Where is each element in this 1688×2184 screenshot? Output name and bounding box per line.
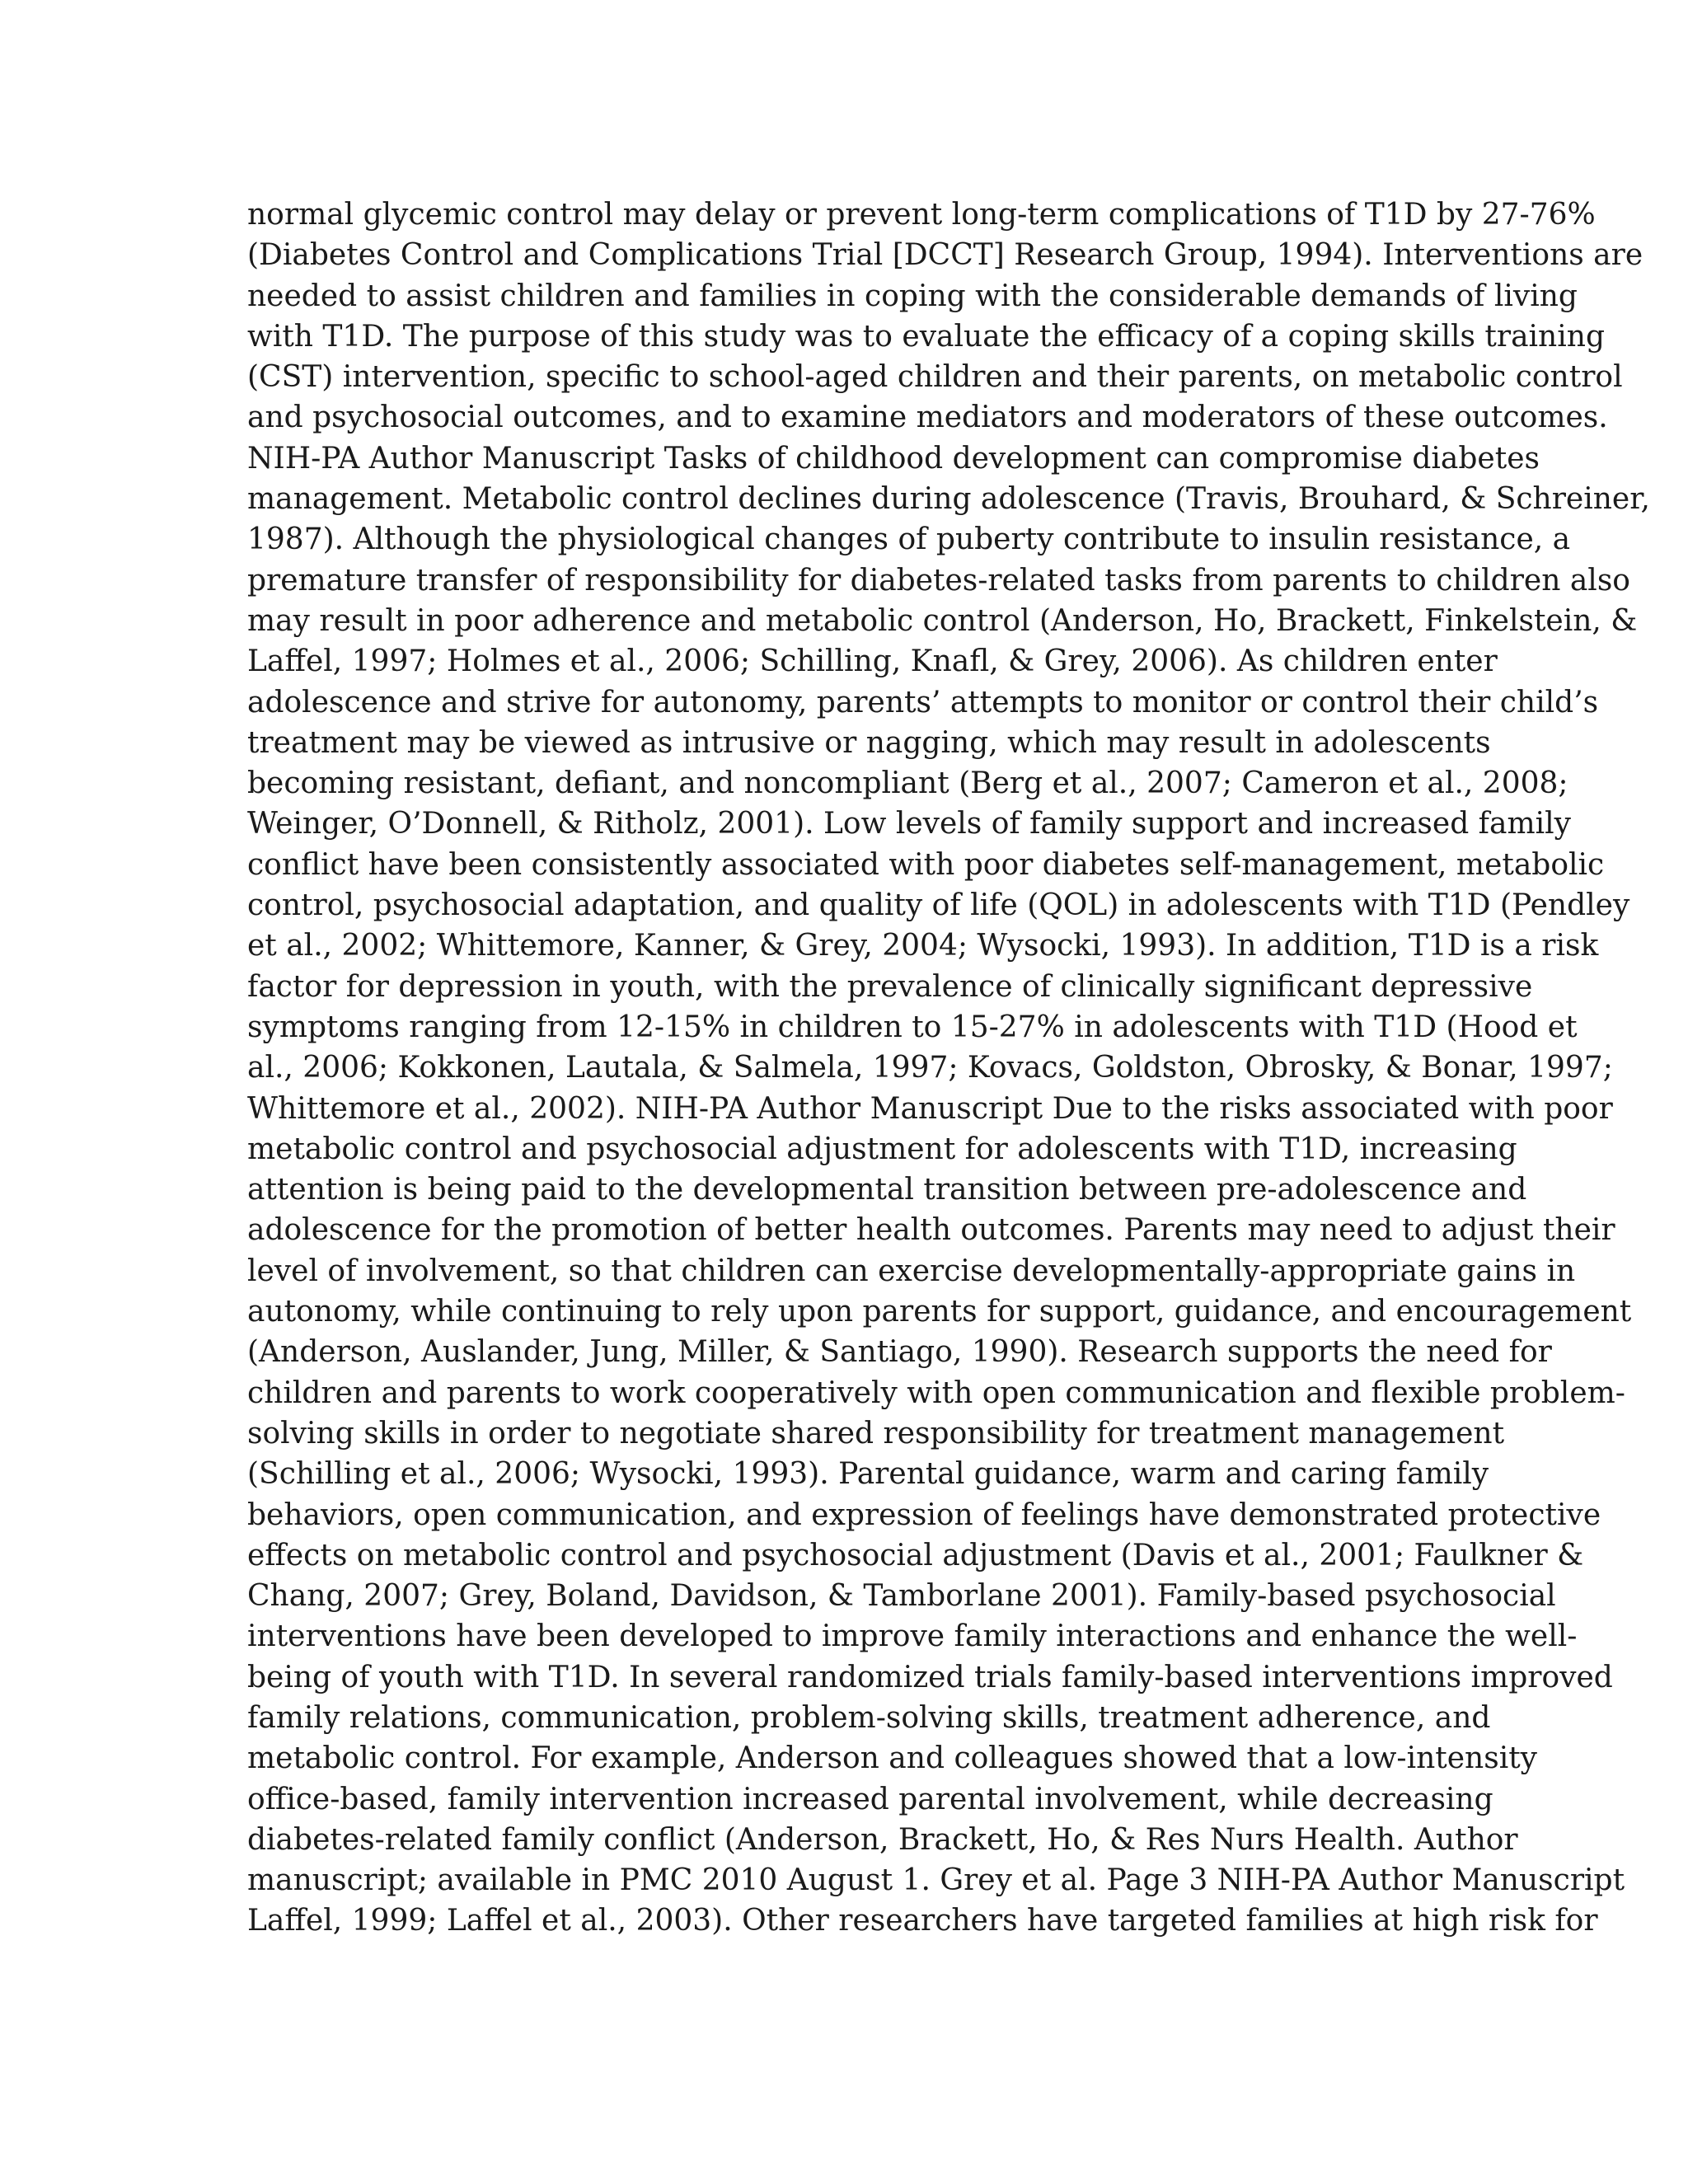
text-line: behaviors, open communication, and expression of feelings have demonstrated protective [247,1497,1601,1532]
text-line: premature transfer of responsibility for diabetes-related tasks from parents to children also [247,563,1630,598]
text-line: Weinger, O’Donnell, & Ritholz, 2001). Low levels of family support and increased family [247,807,1571,841]
text-line: children and parents to work cooperatively with open communication and flexible problem- [247,1376,1625,1410]
text-line: (CST) intervention, specific to school-aged children and their parents, on metabolic control [247,360,1623,395]
text-line: becoming resistant, defiant, and noncompliant (Berg et al., 2007; Cameron et al., 2008; [247,766,1568,801]
text-line: Laffel, 1999; Laffel et al., 2003). Other researchers have targeted families at high risk for [247,1904,1598,1938]
body-text [247,194,1650,1942]
text-line: metabolic control. For example, Anderson and colleagues showed that a low-intensity [247,1741,1538,1776]
text-line: normal glycemic control may delay or prevent long-term complications of T1D by 27-76% [247,198,1596,232]
text-line: may result in poor adherence and metabolic control (Anderson, Ho, Brackett, Finkelstein, & [247,603,1638,638]
text-line: Chang, 2007; Grey, Boland, Davidson, & Tamborlane 2001). Family-based psychosocial [247,1579,1556,1614]
text-line: office-based, family intervention increased parental involvement, while decreasing [247,1782,1493,1816]
text-line: attention is being paid to the developmental transition between pre-adolescence and [247,1173,1527,1207]
text-line: Whittemore et al., 2002). NIH-PA Author Manuscript Due to the risks associated with poor [247,1091,1613,1126]
text-line: et al., 2002; Whittemore, Kanner, & Grey, 2004; Wysocki, 1993). In addition, T1D is a risk [247,929,1599,963]
text-line: NIH-PA Author Manuscript Tasks of childhood development can compromise diabetes [247,441,1540,476]
text-line: metabolic control and psychosocial adjustment for adolescents with T1D, increasing [247,1132,1517,1166]
text-line: solving skills in order to negotiate shared responsibility for treatment management [247,1416,1505,1451]
text-line: effects on metabolic control and psychosocial adjustment (Davis et al., 2001; Faulkner & [247,1538,1584,1572]
text-line: with T1D. The purpose of this study was to evaluate the efficacy of a coping skills training [247,319,1605,354]
text-line: manuscript; available in PMC 2010 August 1. Grey et al. Page 3 NIH-PA Author Manuscript [247,1863,1625,1898]
text-line: control, psychosocial adaptation, and quality of life (QOL) in adolescents with T1D (Pendley [247,888,1630,923]
text-line: level of involvement, so that children can exercise developmentally-appropriate gains in [247,1254,1576,1288]
text-line: treatment may be viewed as intrusive or nagging, which may result in adolescents [247,725,1491,760]
text-line: factor for depression in youth, with the prevalence of clinically significant depressive [247,969,1533,1004]
text-line: and psychosocial outcomes, and to examine mediators and moderators of these outcomes. [247,401,1608,435]
text-line: conflict have been consistently associated with poor diabetes self-management, metabolic [247,847,1605,882]
text-line: (Diabetes Control and Complications Trial [DCCT] Research Group, 1994). Interventions are [247,238,1643,273]
text-line: being of youth with T1D. In several randomized trials family-based interventions improved [247,1660,1613,1694]
text-line: al., 2006; Kokkonen, Lautala, & Salmela, 1997; Kovacs, Goldston, Obrosky, & Bonar, 1997; [247,1051,1613,1085]
text-line: adolescence for the promotion of better health outcomes. Parents may need to adjust their [247,1213,1615,1248]
text-line: (Anderson, Auslander, Jung, Miller, & Santiago, 1990). Research supports the need for [247,1335,1552,1370]
text-line: Laffel, 1997; Holmes et al., 2006; Schilling, Knafl, & Grey, 2006). As children enter [247,644,1498,679]
text-line: autonomy, while continuing to rely upon parents for support, guidance, and encouragement [247,1295,1632,1329]
text-line: 1987). Although the physiological changes of puberty contribute to insulin resistance, a [247,523,1571,557]
text-line: adolescence and strive for autonomy, parents’ attempts to monitor or control their child’s [247,685,1599,719]
text-line: family relations, communication, problem-solving skills, treatment adherence, and [247,1700,1491,1735]
text-line: diabetes-related family conflict (Anderson, Brackett, Ho, & Res Nurs Health. Author [247,1822,1518,1857]
text-line: symptoms ranging from 12-15% in children to 15-27% in adolescents with T1D (Hood et [247,1010,1578,1044]
text-line: interventions have been developed to improve family interactions and enhance the well- [247,1619,1578,1654]
text-line: needed to assist children and families in coping with the considerable demands of living [247,279,1578,313]
text-line: management. Metabolic control declines during adolescence (Travis, Brouhard, & Schreiner, [247,482,1650,517]
text-line: (Schilling et al., 2006; Wysocki, 1993). Parental guidance, warm and caring family [247,1457,1489,1492]
